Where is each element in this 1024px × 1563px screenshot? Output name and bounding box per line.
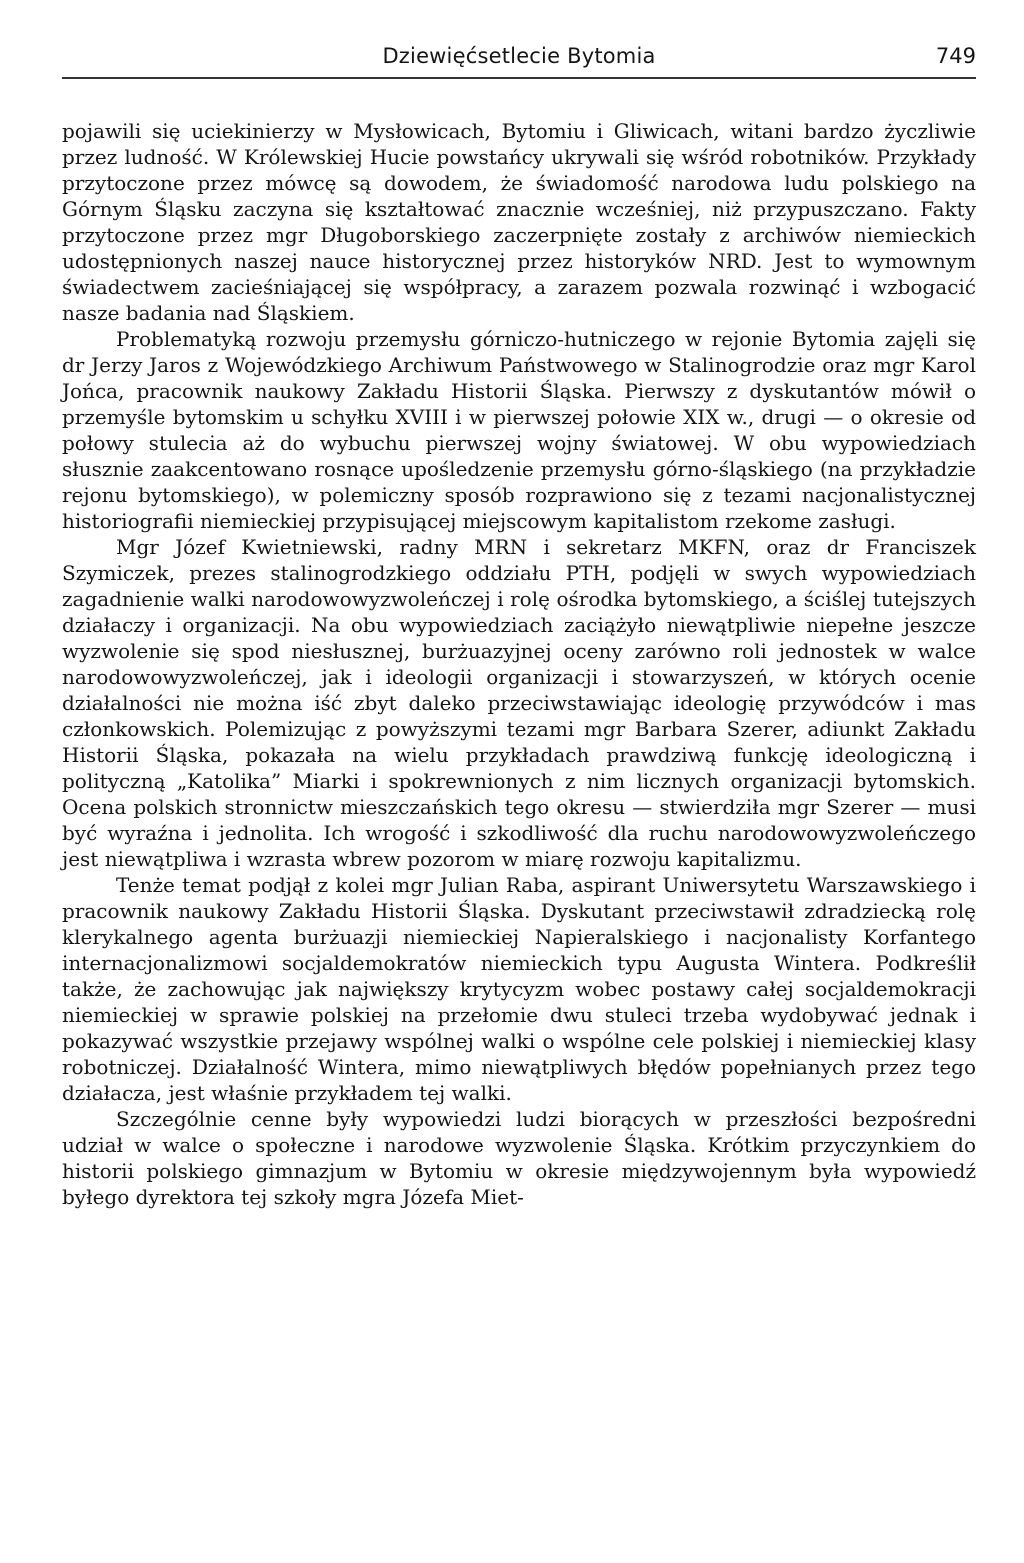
running-header	[62, 38, 976, 78]
paragraph-participants: Szczególnie cenne były wypowiedzi ludzi biorących w przeszłości bezpośredni udział w walce o społeczne i narodowe wyzwolenie Śląska. Krótkim przyczynkiem do historii polskiego gimnazjum w Bytomiu w okresie międzywojennym była wypowiedź byłego dyrektora tej szkoły mgra Józefa Miet-	[62, 1107, 976, 1209]
header-rule	[62, 77, 976, 79]
body-text	[62, 118, 976, 1210]
book-page	[62, 38, 976, 1210]
paragraph-industry: Problematyką rozwoju przemysłu górniczo-hutniczego w rejonie Bytomia zajęli się dr Jerzy Jaros z Wojewódzkiego Archiwum Państwowego w Stalinogrodzie oraz mgr Karol Jońca, pracownik naukowy Zakładu Historii Śląska. Pierwszy z dyskutantów mówił o przemyśle bytomskim u schyłku XVIII i w pierwszej połowie XIX w., drugi — o okresie od połowy stulecia aż do wybuchu pierwszej wojny światowej. W obu wypowiedziach słusznie zaakcentowano rosnące upośledzenie przemysłu górno-śląskiego (na przykładzie rejonu bytomskiego), w polemiczny sposób rozprawiono się z tezami nacjonalistycznej historiografii niemieckiej przypisującej miejscowym kapitalistom rzekome zasługi.	[62, 327, 976, 533]
page-number: 749	[935, 44, 976, 68]
paragraph-raba: Tenże temat podjął z kolei mgr Julian Raba, aspirant Uniwersytetu Warszawskiego i pracownik naukowy Zakładu Historii Śląska. Dyskutant przeciwstawił zdradziecką rolę klerykalnego agenta burżuazji niemieckiej Napieralskiego i nacjonalisty Korfantego internacjonalizmowi socjaldemokratów niemieckich typu Augusta Wintera. Podkreślił także, że zachowując jak największy krytycyzm wobec postawy całej socjaldemokracji niemieckiej w sprawie polskiej na przełomie dwu stuleci trzeba wydobywać jednak i pokazywać wszystkie przejawy wspólnej walki o wspólne cele polskiej i niemieckiej klasy robotniczej. Działalność Wintera, mimo niewątpliwych błędów popełnianych przez tego działacza, jest właśnie przykładem tej walki.	[62, 873, 976, 1105]
paragraph-continued: pojawili się uciekinierzy w Mysłowicach, Bytomiu i Gliwicach, witani bardzo życzliwie przez ludność. W Królewskiej Hucie powstańcy ukrywali się wśród robotników. Przykłady przytoczone przez mówcę są dowodem, że świadomość narodowa ludu polskiego na Górnym Śląsku zaczyna się kształtować znacznie wcześniej, niż przypuszczano. Fakty przytoczone przez mgr Długoborskiego zaczerpnięte zostały z archiwów niemieckich udostępnionych naszej nauce historycznej przez historyków NRD. Jest to wymownym świadectwem zacieśniającej się współpracy, a zarazem pozwala rozwinąć i wzbogacić nasze badania nad Śląskiem.	[62, 119, 976, 325]
paragraph-liberation-movement: Mgr Józef Kwietniewski, radny MRN i sekretarz MKFN, oraz dr Franciszek Szymiczek, prezes stalinogrodzkiego oddziału PTH, podjęli w swych wypowiedziach zagadnienie walki narodowowyzwoleńczej i rolę ośrodka bytomskiego, a ściślej tutejszych działaczy i organizacji. Na obu wypowiedziach zaciążyło niewątpliwie niepełne jeszcze wyzwolenie się spod niesłusznej, burżuazyjnej oceny zarówno roli jednostek w walce narodowowyzwoleńczej, jak i ideologii organizacji i stowarzyszeń, w których ocenie działalności nie można iść zbyt daleko przeciwstawiając ideologię przywódców i mas członkowskich. Polemizując z powyższymi tezami mgr Barbara Szerer, adiunkt Zakładu Historii Śląska, pokazała na wielu przykładach prawdziwą funkcję ideologiczną i polityczną „Katolika” Miarki i spokrewnionych z nim licznych organizacji bytomskich. Ocena polskich stronnictw mieszczańskich tego okresu — stwierdziła mgr Szerer — musi być wyraźna i jednolita. Ich wrogość i szkodliwość dla ruchu narodowowyzwoleńczego jest niewątpliwa i wzrasta wbrew pozorom w miarę rozwoju kapitalizmu.	[62, 535, 976, 871]
running-title: Dziewięćsetlecie Bytomia	[382, 44, 656, 68]
